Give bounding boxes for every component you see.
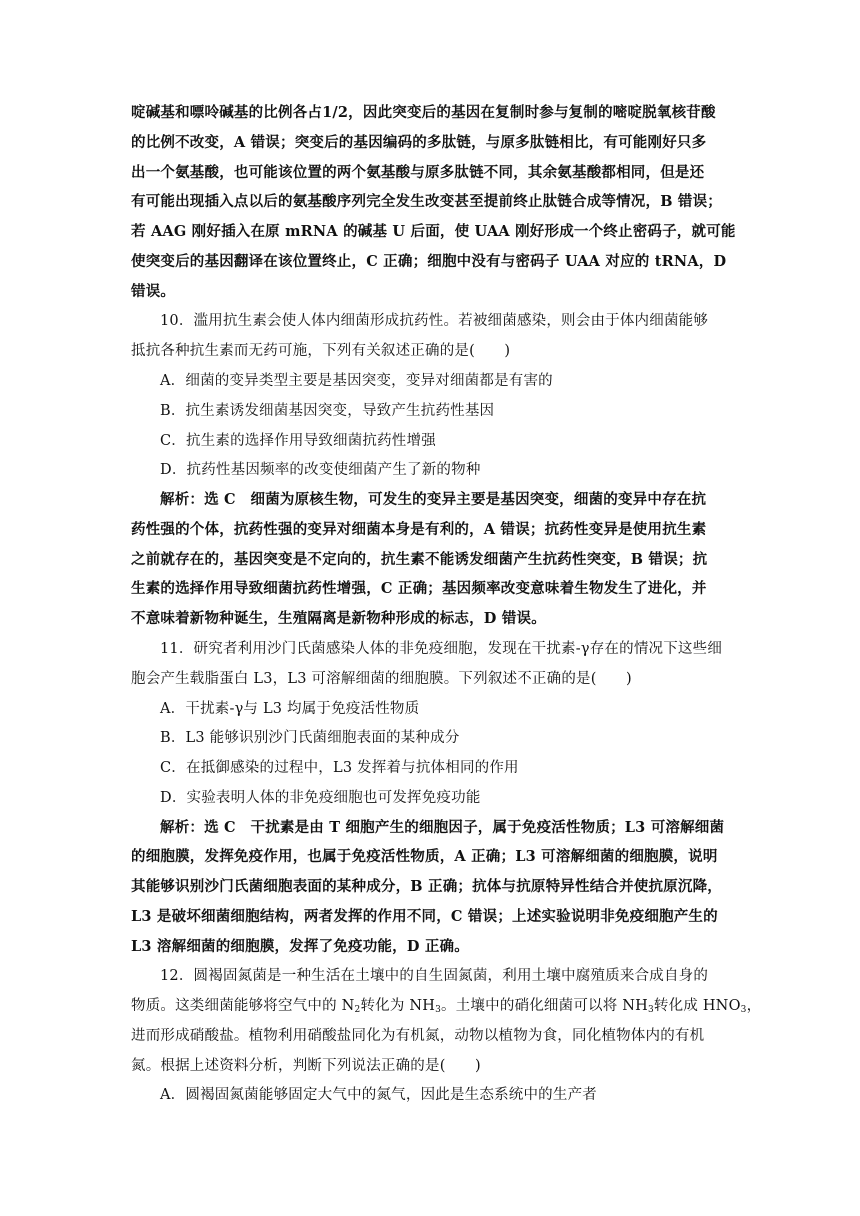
- question-11-option-d: D．实验表明人体的非免疫细胞也可发挥免疫功能: [160, 790, 481, 806]
- question-10-stem: 10．滥用抗生素会使人体内细菌形成抗药性。若被细菌感染，则会由于体内细菌能够: [160, 313, 709, 329]
- question-11-explanation: 解析：选 C 干扰素是由 T 细胞产生的细胞因子，属于免疫活性物质；L3 可溶解细菌: [160, 819, 725, 836]
- question-10-option-d: D．抗药性基因频率的改变使细菌产生了新的物种: [160, 462, 481, 478]
- question-10-explanation: 解析：选 C 细菌为原核生物，可发生的变异主要是基因突变，细菌的变异中存在抗: [160, 491, 707, 508]
- question-10-explanation: 不意味着新物种诞生，生殖隔离是新物种形成的标志，D 错误。: [131, 610, 546, 627]
- question-11-stem: 胞会产生载脂蛋白 L3，L3 可溶解细菌的细胞膜。下列叙述不正确的是( ): [131, 671, 632, 687]
- question-11-explanation: L3 溶解细菌的细胞膜，发挥了免疫功能，D 正确。: [131, 938, 469, 955]
- question-11-explanation: 的细胞膜，发挥免疫作用，也属于免疫活性物质，A 正确；L3 可溶解细菌的细胞膜，说明: [131, 848, 718, 865]
- question-11-explanation: 其能够识别沙门氏菌细胞表面的某种成分，B 正确；抗体与抗原特异性结合并使抗原沉降，: [131, 878, 722, 895]
- question-10-option-a: A．细菌的变异类型主要是基因突变，变异对细菌都是有害的: [160, 373, 553, 389]
- question-12-stem: 12．圆褐固氮菌是一种生活在土壤中的自生固氮菌，利用土壤中腐殖质来合成自身的: [160, 968, 709, 984]
- question-12-stem: 氮。根据上述资料分析，判断下列说法正确的是( ): [131, 1058, 481, 1074]
- prev-explanation-line: 若 AAG 刚好插入在原 mRNA 的碱基 U 后面，使 UAA 刚好形成一个终止密码子，就可能: [131, 223, 736, 240]
- question-12-stem: 物质。这类细菌能够将空气中的 $N_2$转化为 $NH_3$。土壤中的硝化细菌可以将 $NH_3$转化成 $HNO_3$，: [131, 998, 762, 1015]
- question-10-stem: 抵抗各种抗生素而无药可施，下列有关叙述正确的是( ): [131, 343, 511, 359]
- question-12-stem: 进而形成硝酸盐。植物利用硝酸盐同化为有机氮，动物以植物为食，同化植物体内的有机: [131, 1028, 705, 1044]
- question-12-option-a: A．圆褐固氮菌能够固定大气中的氮气，因此是生态系统中的生产者: [160, 1087, 597, 1103]
- prev-explanation-line: 有可能出现插入点以后的氨基酸序列完全发生改变甚至提前终止肽链合成等情况，B 错误；: [131, 193, 722, 210]
- prev-explanation-line: 错误。: [131, 283, 176, 300]
- question-11-option-c: C．在抵御感染的过程中，L3 发挥着与抗体相同的作用: [160, 760, 519, 776]
- question-10-explanation: 生素的选择作用导致细菌抗药性增强，C 正确；基因频率改变意味着生物发生了进化，并: [131, 580, 707, 597]
- prev-explanation-line: 的比例不改变，A 错误；突变后的基因编码的多肽链，与原多肽链相比，有可能刚好只多: [131, 134, 707, 151]
- question-11-stem: 11．研究者利用沙门氏菌感染人体的非免疫细胞，发现在干扰素-γ存在的情况下这些细: [160, 641, 723, 657]
- prev-explanation-line: 使突变后的基因翻译在该位置终止，C 正确；细胞中没有与密码子 UAA 对应的 tRNA，D: [131, 253, 727, 270]
- question-10-option-c: C．抗生素的选择作用导致细菌抗药性增强: [160, 433, 436, 449]
- prev-explanation-line: 啶碱基和嘌呤碱基的比例各占1/2，因此突变后的基因在复制时参与复制的嘧啶脱氧核苷酸: [131, 104, 716, 121]
- question-11-option-a: A．干扰素-γ与 L3 均属于免疫活性物质: [160, 701, 420, 717]
- question-10-option-b: B．抗生素诱发细菌基因突变，导致产生抗药性基因: [160, 403, 495, 419]
- question-10-explanation: 药性强的个体，抗药性强的变异对细菌本身是有利的，A 错误；抗药性变异是使用抗生素: [131, 521, 707, 538]
- question-11-explanation: L3 是破坏细菌细胞结构，两者发挥的作用不同，C 错误；上述实验说明非免疫细胞产生的: [131, 908, 718, 925]
- prev-explanation-line: 出一个氨基酸，也可能该位置的两个氨基酸与原多肽链不同，其余氨基酸都相同，但是还: [131, 164, 705, 181]
- question-10-explanation: 之前就存在的，基因突变是不定向的，抗生素不能诱发细菌产生抗药性突变，B 错误；抗: [131, 551, 708, 568]
- question-11-option-b: B．L3 能够识别沙门氏菌细胞表面的某种成分: [160, 730, 460, 746]
